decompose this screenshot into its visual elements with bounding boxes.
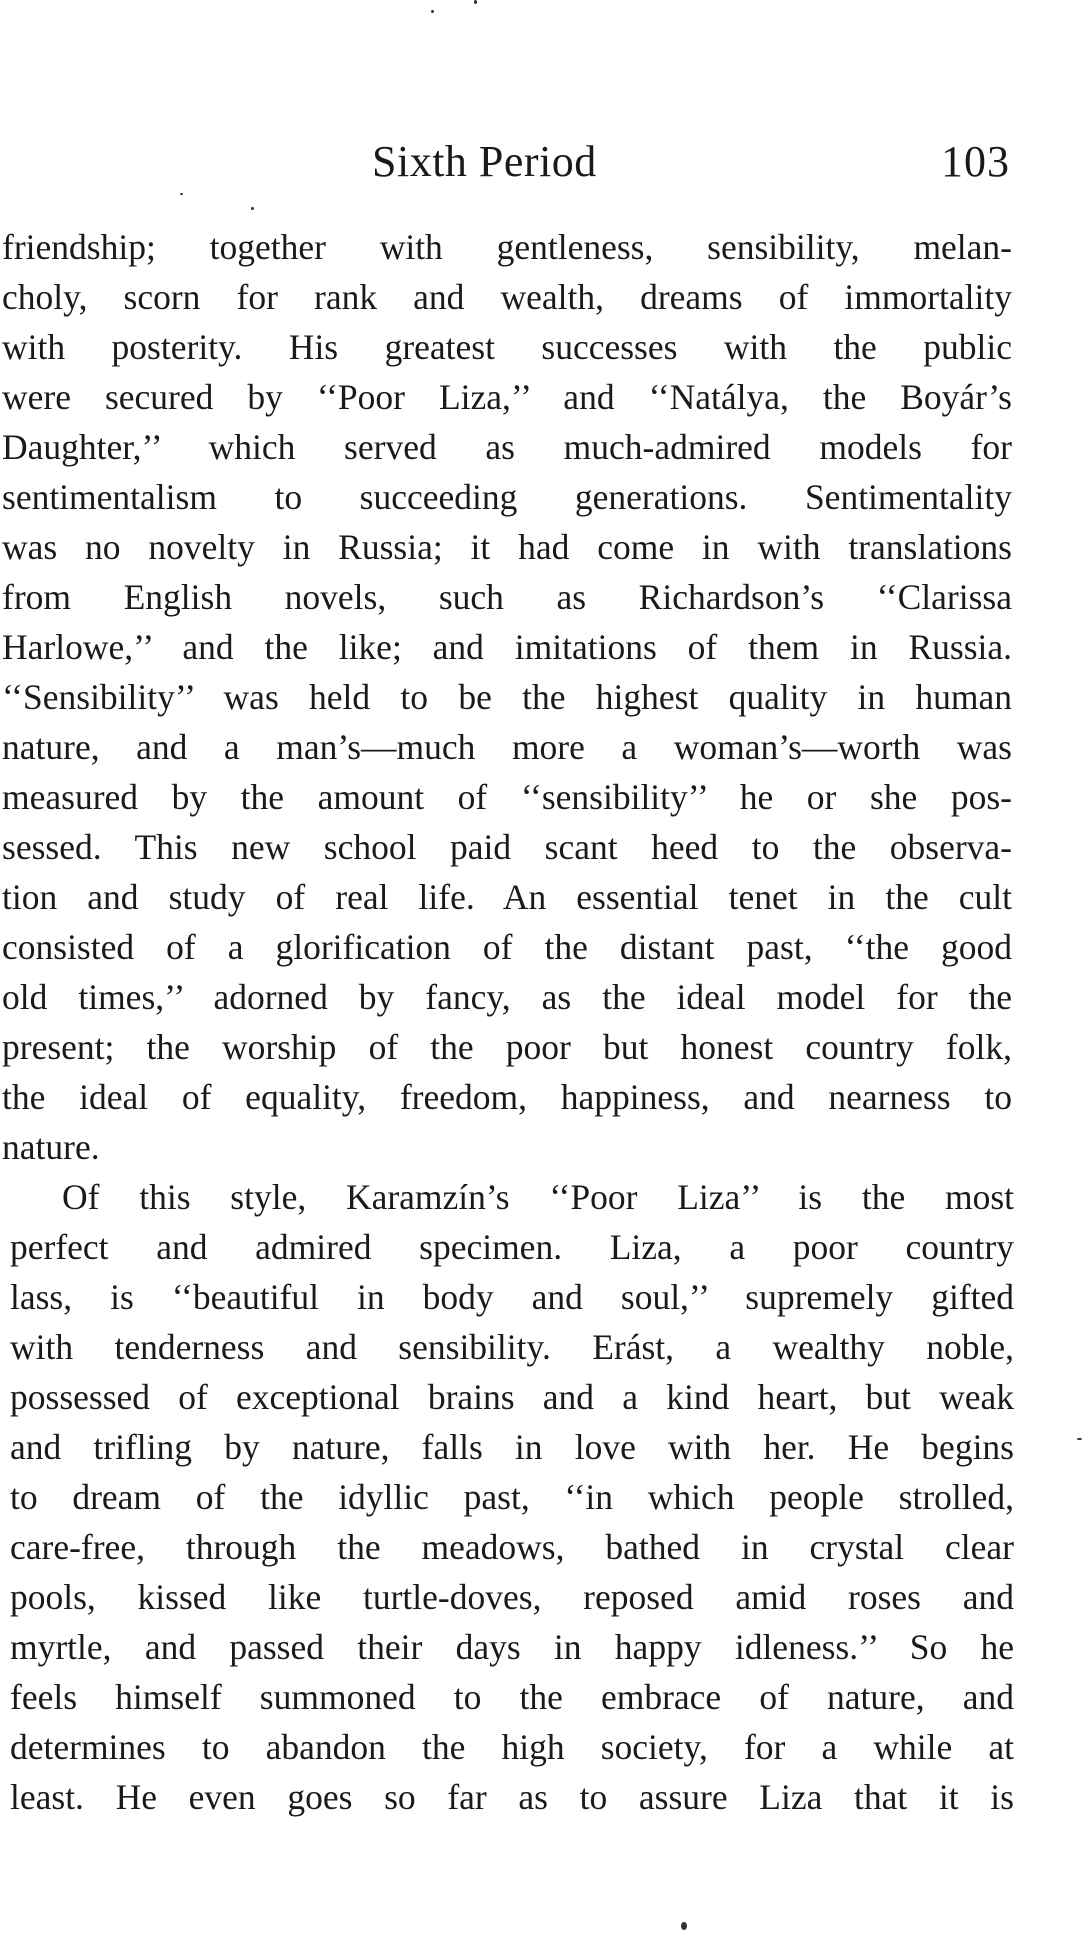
text-line: old times,’’ adorned by fancy, as the ideal model for the — [2, 977, 1012, 1017]
text-line: nature. — [2, 1127, 100, 1167]
text-line: Of this style, Karamzín’s ‘‘Poor Liza’’ is the most — [62, 1177, 1014, 1217]
scan-speck — [474, 0, 477, 4]
paragraph-2 — [0, 1172, 1012, 1822]
text-line: care-free, through the meadows, bathed in crystal clear — [10, 1527, 1014, 1567]
text-line: lass, is ‘‘beautiful in body and soul,’’ supremely gifted — [10, 1277, 1014, 1317]
text-line: determines to abandon the high society, for a while at — [10, 1727, 1014, 1767]
text-line: feels himself summoned to the embrace of nature, and — [10, 1677, 1014, 1717]
text-line: with tenderness and sensibility. Erást, a wealthy noble, — [10, 1327, 1014, 1367]
scan-speck — [431, 10, 434, 13]
body-text — [0, 222, 1012, 1822]
text-line: measured by the amount of ‘‘sensibility’’ he or she pos- — [2, 777, 1012, 817]
text-line: to dream of the idyllic past, ‘‘in which people strolled, — [10, 1477, 1014, 1517]
text-line: sentimentalism to succeeding generations. Sentimentality — [2, 477, 1012, 517]
text-line: with posterity. His greatest successes with the public — [2, 327, 1012, 367]
text-line: perfect and admired specimen. Liza, a poor country — [10, 1227, 1014, 1267]
paragraph-1 — [0, 222, 1012, 1172]
text-line: tion and study of real life. An essential tenet in the cult — [2, 877, 1012, 917]
text-line: choly, scorn for rank and wealth, dreams of immortality — [2, 277, 1012, 317]
text-line: friendship; together with gentleness, sensibility, melan- — [2, 227, 1012, 267]
text-line: consisted of a glorification of the distant past, ‘‘the good — [2, 927, 1012, 967]
text-line: myrtle, and passed their days in happy idleness.’’ So he — [10, 1627, 1014, 1667]
scan-speck — [1077, 1438, 1082, 1440]
text-line: nature, and a man’s—much more a woman’s—worth was — [2, 727, 1012, 767]
text-line: ‘‘Sensibility’’ was held to be the highest quality in human — [2, 677, 1012, 717]
scan-speck — [681, 1922, 687, 1930]
text-line: possessed of exceptional brains and a kind heart, but weak — [10, 1377, 1014, 1417]
text-line: pools, kissed like turtle-doves, reposed amid roses and — [10, 1577, 1014, 1617]
text-line: Harlowe,’’ and the like; and imitations of them in Russia. — [2, 627, 1012, 667]
text-line: present; the worship of the poor but honest country folk, — [2, 1027, 1012, 1067]
text-line: was no novelty in Russia; it had come in with translations — [2, 527, 1012, 567]
text-line: the ideal of equality, freedom, happiness, and nearness to — [2, 1077, 1012, 1117]
text-line: from English novels, such as Richardson’s ‘‘Clarissa — [2, 577, 1012, 617]
text-line: least. He even goes so far as to assure Liza that it is — [10, 1777, 1014, 1817]
scan-speck — [180, 193, 183, 195]
text-line: Daughter,’’ which served as much-admired models for — [2, 427, 1012, 467]
running-head — [0, 132, 1010, 192]
running-head-title: Sixth Period — [372, 137, 597, 186]
page-number: 103 — [941, 137, 1010, 186]
text-line: were secured by ‘‘Poor Liza,’’ and ‘‘Natálya, the Boyár’s — [2, 377, 1012, 417]
text-line: sessed. This new school paid scant heed to the observa- — [2, 827, 1012, 867]
text-line: and trifling by nature, falls in love with her. He begins — [10, 1427, 1014, 1467]
scan-speck — [251, 207, 254, 210]
